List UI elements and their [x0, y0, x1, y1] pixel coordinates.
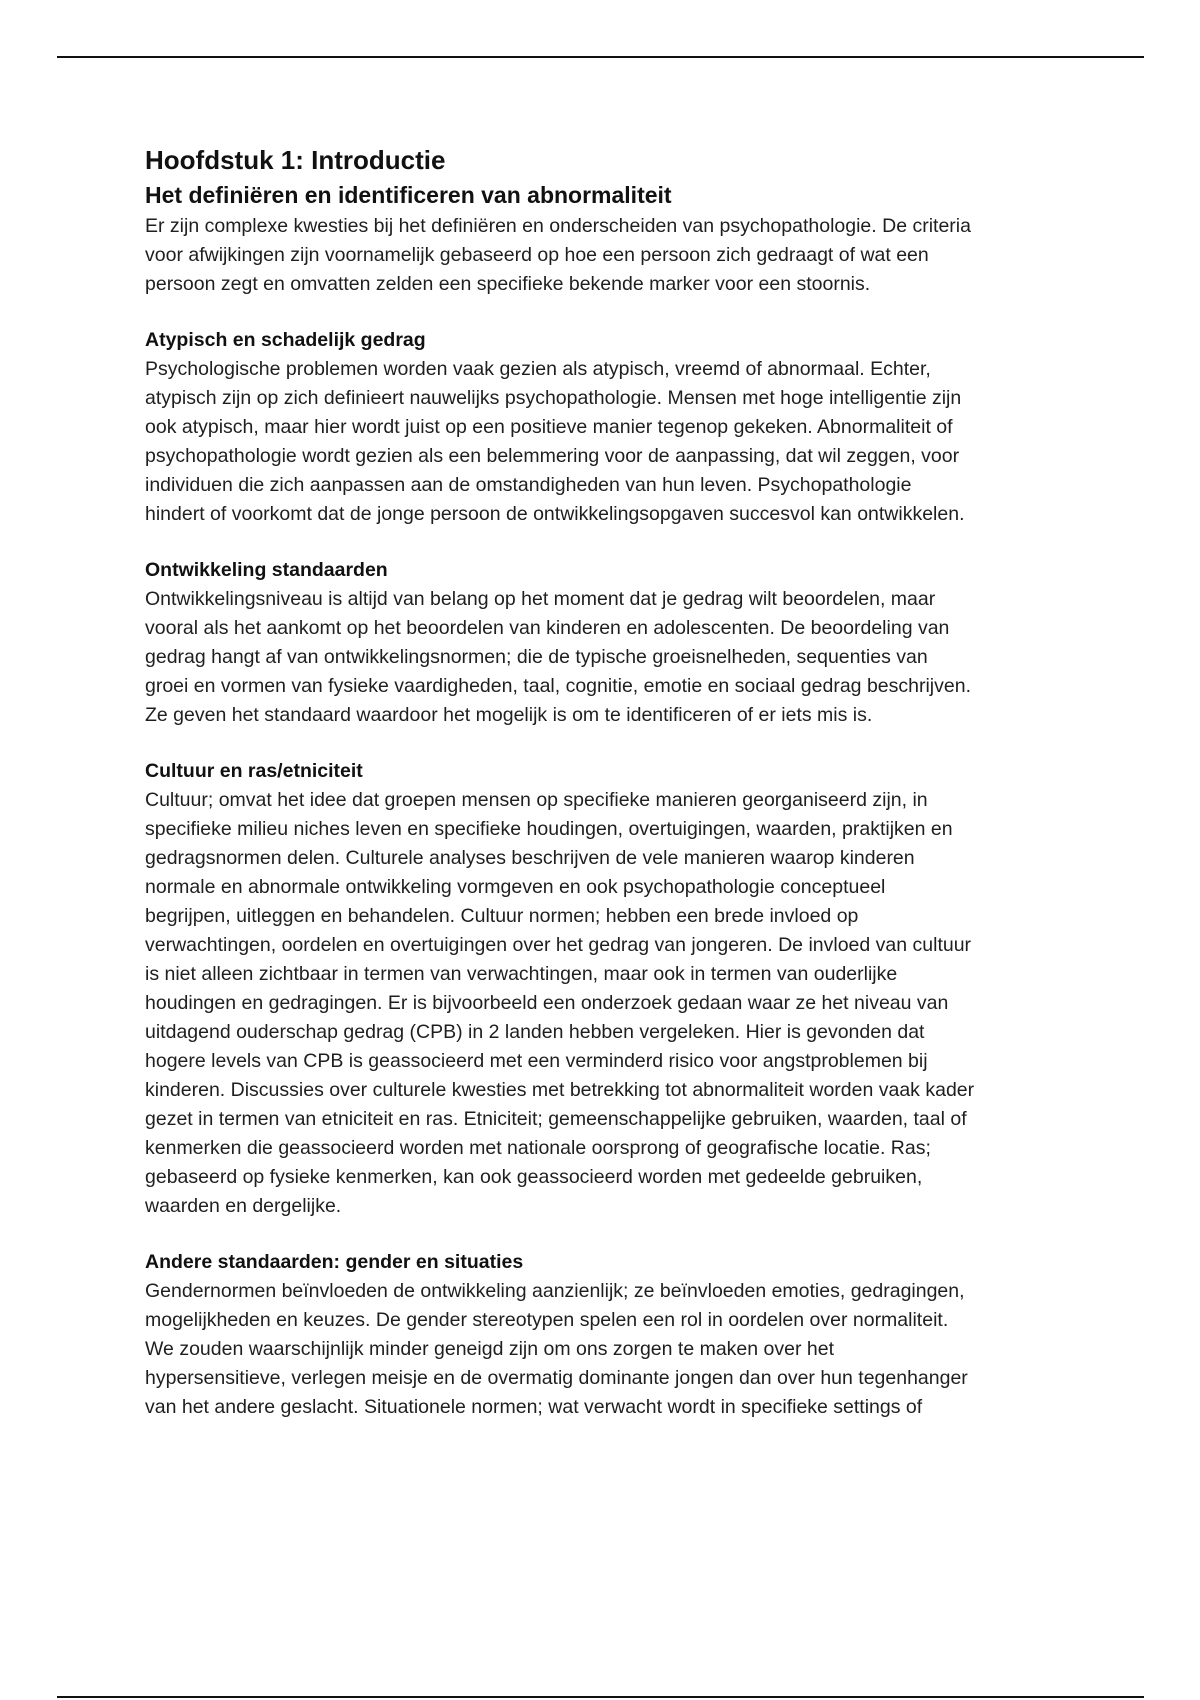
intro-paragraph: Er zijn complexe kwesties bij het definiëren en onderscheiden van psychopathologie. De criteria voor afwijkingen zijn voornamelijk gebaseerd op hoe een persoon zich gedraagt of wat een persoon zegt en omvatten zelden een specifieke bekende marker voor een stoornis.	[145, 215, 971, 295]
bottom-rule	[57, 1696, 1144, 1698]
section-paragraph: Cultuur; omvat het idee dat groepen mensen op specifieke manieren georganiseerd zijn, in specifieke milieu niches leven en specifieke houdingen, overtuigingen, waarden, praktijken en gedragsnormen delen. Culturele analyses beschrijven de vele manieren waarop kinderen normale en abnormale ontwikkeling vormgeven en ook psychopathologie conceptueel begrijpen, uitleggen en behandelen. Cultuur normen; hebben een brede invloed op verwachtingen, oordelen en overtuigingen over het gedrag van jongeren. De invloed van cultuur is niet alleen zichtbaar in termen van verwachtingen, maar ook in termen van ouderlijke houdingen en gedragingen. Er is bijvoorbeeld een onderzoek gedaan waar ze het niveau van uitdagend ouderschap gedrag (CPB) in 2 landen hebben vergeleken. Hier is gevonden dat hogere levels van CPB is geassocieerd met een verminderd risico voor angstproblemen bij kinderen. Discussies over culturele kwesties met betrekking tot abnormaliteit worden vaak kader gezet in termen van etniciteit en ras. Etniciteit; gemeenschappelijke gebruiken, waarden, taal of kenmerken die geassocieerd worden met nationale oorsprong of geografische locatie. Ras; gebaseerd op fysieke kenmerken, kan ook geassocieerd worden met gedeelde gebruiken, waarden en dergelijke.	[145, 789, 975, 1217]
section-heading: Andere standaarden: gender en situaties	[145, 1251, 524, 1273]
top-rule	[57, 56, 1144, 58]
section-heading: Ontwikkeling standaarden	[145, 559, 388, 581]
chapter-subtitle: Het definiëren en identificeren van abnormaliteit	[145, 182, 672, 208]
section-atypisch	[145, 326, 1105, 529]
section-cultuur	[145, 757, 1105, 1221]
section-heading: Cultuur en ras/etniciteit	[145, 760, 363, 782]
chapter-title: Hoofdstuk 1: Introductie	[145, 145, 446, 175]
section-andere-standaarden	[145, 1248, 1105, 1422]
section-heading: Atypisch en schadelijk gedrag	[145, 329, 426, 351]
section-paragraph: Ontwikkelingsniveau is altijd van belang op het moment dat je gedrag wilt beoordelen, maar vooral als het aankomt op het beoordelen van kinderen en adolescenten. De beoordeling van gedrag hangt af van ontwikkelingsnormen; die de typische groeisnelheden, sequenties van groei en vormen van fysieke vaardigheden, taal, cognitie, emotie en sociaal gedrag beschrijven. Ze geven het standaard waardoor het mogelijk is om te identificeren of er iets mis is.	[145, 588, 971, 726]
document-body	[145, 142, 1105, 1422]
section-paragraph: Gendernormen beïnvloeden de ontwikkeling aanzienlijk; ze beïnvloeden emoties, gedragingen, mogelijkheden en keuzes. De gender stereotypen spelen een rol in oordelen over normaliteit. We zouden waarschijnlijk minder geneigd zijn om ons zorgen te maken over het hypersensitieve, verlegen meisje en de overmatig dominante jongen dan over hun tegenhanger van het andere geslacht. Situationele normen; wat verwacht wordt in specifieke settings of	[145, 1280, 968, 1418]
section-paragraph: Psychologische problemen worden vaak gezien als atypisch, vreemd of abnormaal. Echter, atypisch zijn op zich definieert nauwelijks psychopathologie. Mensen met hoge intelligentie zijn ook atypisch, maar hier wordt juist op een positieve manier tegenop gekeken. Abnormaliteit of psychopathologie wordt gezien als een belemmering voor de aanpassing, dat wil zeggen, voor individuen die zich aanpassen aan de omstandigheden van hun leven. Psychopathologie hindert of voorkomt dat de jonge persoon de ontwikkelingsopgaven succesvol kan ontwikkelen.	[145, 358, 965, 525]
section-ontwikkeling	[145, 556, 1105, 730]
